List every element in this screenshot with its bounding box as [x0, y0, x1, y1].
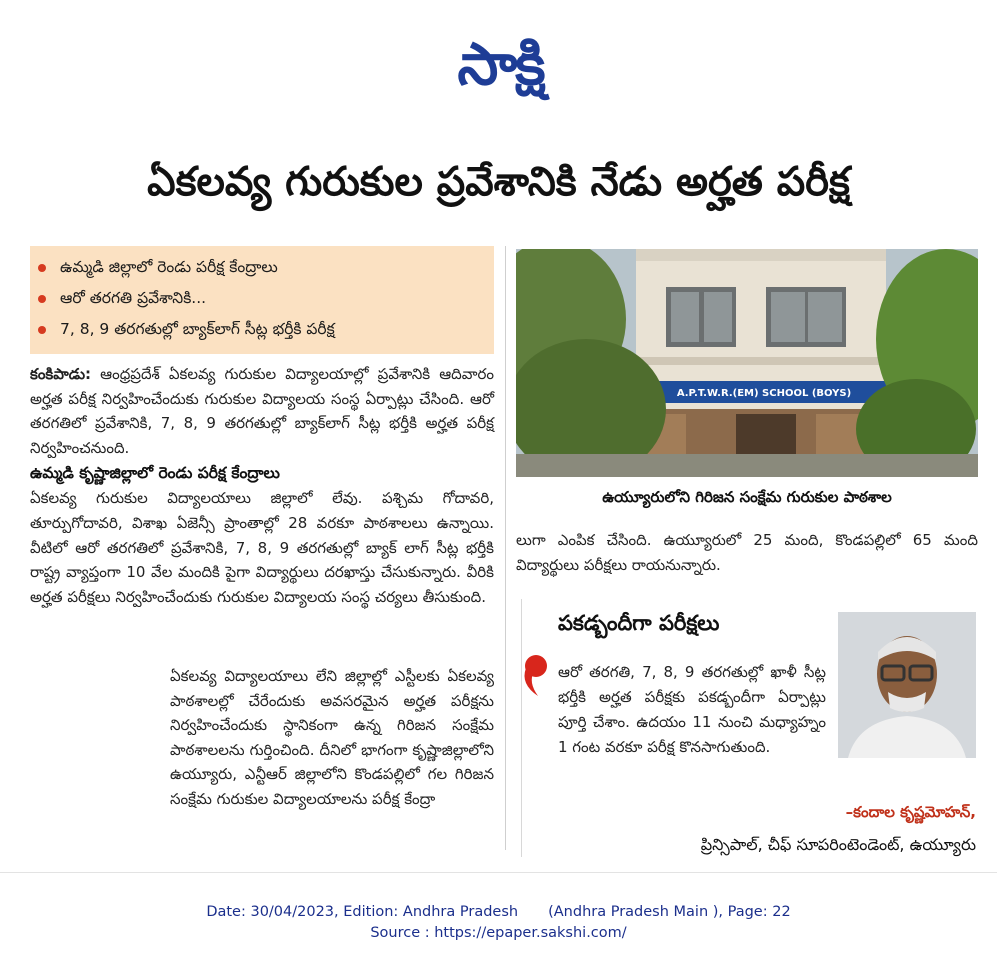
- attribution-name: –కందాల కృష్ణమోహన్,: [845, 803, 976, 821]
- quote-text: ఆరో తరగతి, 7, 8, 9 తరగతుల్లో ఖాళీ సీట్ల భర్తీకి అర్హత పరీక్షకు పకడ్బందీగా ఏర్పాట్లు పూర్తి చేశాం. ఉదయం 11 నుంచి మధ్యాహ్నం 1 గంట వరకూ పరీక్ష కొనసాగుతుంది.: [558, 663, 826, 756]
- paragraph-2: ఏకలవ్య గురుకుల విద్యాలయాలు జిల్లాలో లేవు. పశ్చిమ గోదావరి, తూర్పుగోదావరి, విశాఖ ఏజెన్సీ ప్రాంతాల్లో 28 వరకూ పాఠశాలలు ఉన్నాయి. వీటిలో ఆరో తరగతిలో ప్రవేశానికి, 7, 8, 9 తరగతుల్లో బ్యాక్ లాగ్ సీట్ల భర్తీకి రాష్ట్ర వ్యాప్తంగా 10 వేల మందికి పైగా విద్యార్థులు దరఖాస్తు చేసుకున్నారు. వీరికి అర్హత పరీక్షలు నిర్వహించేందుకు గురుకుల విద్యాలయ సంస్థ చర్యలు తీసుకుంది.: [30, 489, 494, 606]
- paragraph-3: ఏకలవ్య విద్యాలయాలు లేని జిల్లాల్లో ఎస్టీలకు ఏకలవ్య పాఠశాలల్లో చేరేందుకు అవసరమైన అర్హత పరీక్షను నిర్వహించేందుకు స్థానికంగా ఉన్న గిరిజన సంక్షేమ పాఠశాలలను గుర్తించింది. దీనిలో భాగంగా కృష్ణాజిల్లాలోని ఉయ్యూరు, ఎన్టీఆర్ జిల్లాలోని కొండపల్లిలో గల గిరిజన సంక్షేమ గురుకుల విద్యాలయాలను పరీక్ష కేంద్రా: [170, 667, 494, 808]
- quote-box-heading: పకడ్బందీగా పరీక్షలు: [558, 611, 720, 635]
- attribution-title: ప్రిన్సిపాల్, చీఫ్ సూపరింటెండెంట్, ఉయ్యూరు: [700, 835, 976, 854]
- highlight-item: ఆరో తరగతి ప్రవేశానికి...: [30, 283, 494, 314]
- section-subhead: ఉమ్మడి కృష్ణాజిల్లాలో రెండు పరీక్ష కేంద్రాలు: [30, 464, 280, 483]
- footer-edition-page: (Andhra Pradesh Main ), Page: 22: [548, 904, 791, 920]
- article-column-1-narrow: [170, 664, 494, 812]
- footer-source: Source : https://epaper.sakshi.com/: [370, 925, 627, 941]
- highlights-list: [30, 246, 494, 345]
- intro-paragraph: [30, 362, 494, 460]
- headline: ఏకలవ్య గురుకుల ప్రవేశానికి నేడు అర్హత పరీక్ష: [147, 159, 850, 205]
- principal-portrait: [838, 612, 976, 758]
- page-bottom-rule: [0, 872, 997, 873]
- quote-mark-icon: [512, 650, 552, 700]
- highlights-box: [30, 246, 494, 354]
- school-building-illustration: [516, 249, 978, 477]
- masthead: [0, 0, 997, 110]
- school-photo: [516, 249, 978, 477]
- sakshi-logo: సాక్షి: [457, 30, 544, 98]
- footer-date-edition: Date: 30/04/2023, Edition: Andhra Pradesh: [206, 904, 519, 920]
- column-divider: [505, 246, 506, 850]
- intro-text: ఆంధ్రప్రదేశ్ ఏకలవ్య గురుకుల విద్యాలయాల్లో ప్రవేశానికి ఆదివారం అర్హత పరీక్ష నిర్వహించేందుకు గురుకుల విద్యాలయ సంస్థ ఏర్పాట్లు చేసింది. ఆరో తరగతిలో ప్రవేశానికి, 7, 8, 9 తరగతుల్లో బ్యాక్‌లాగ్ సీట్ల భర్తీకి అర్హత పరీక్ష నిర్వహించనుంది.: [30, 365, 494, 457]
- quote-box-rule: [521, 599, 522, 857]
- highlight-item: 7, 8, 9 తరగతుల్లో బ్యాక్‌లాగ్ సీట్ల భర్తీకి పరీక్ష: [30, 314, 494, 345]
- article-column-1: [30, 362, 494, 609]
- footer-line-1: [0, 902, 997, 923]
- continuation-paragraph: లుగా ఎంపిక చేసింది. ఉయ్యూరులో 25 మంది, కొండపల్లిలో 65 మంది విద్యార్థులు పరీక్షలు రాయనున్నారు.: [516, 531, 978, 574]
- footer: [0, 902, 997, 944]
- article-column-2: [516, 528, 978, 577]
- dateline: కంకిపాడు:: [30, 365, 92, 383]
- photo-caption: ఉయ్యూరులోని గిరిజన సంక్షేమ గురుకుల పాఠశాల: [602, 488, 892, 506]
- highlight-item: ఉమ్మడి జిల్లాలో రెండు పరీక్ష కేంద్రాలు: [30, 252, 494, 283]
- school-sign: A.P.T.W.R.(EM) SCHOOL (BOYS): [676, 388, 852, 399]
- portrait-illustration: [838, 612, 976, 758]
